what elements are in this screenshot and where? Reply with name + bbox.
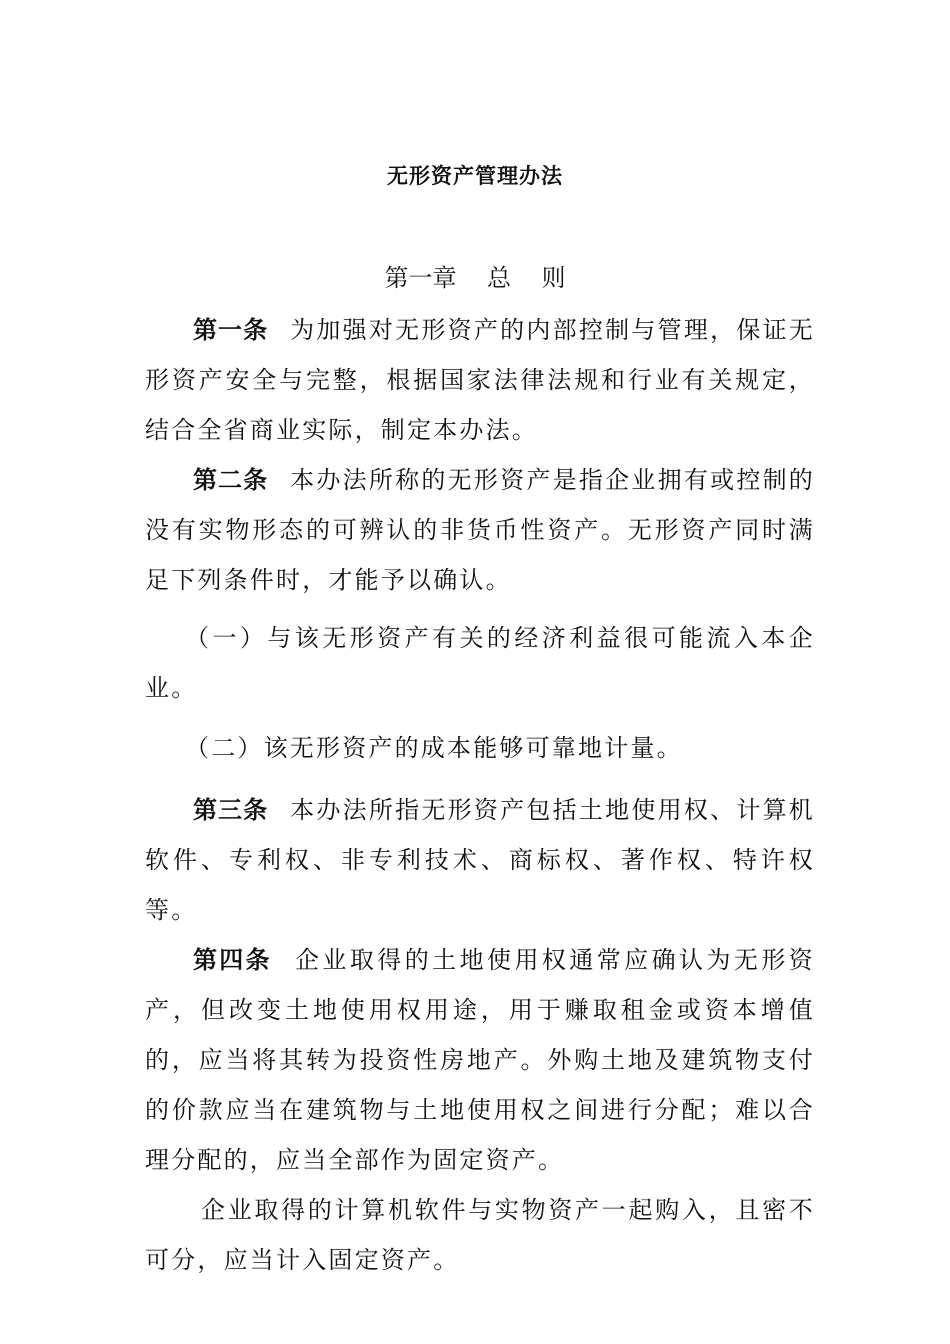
document-body	[145, 305, 815, 1285]
article-4-text: 企业取得的土地使用权通常应确认为无形资产，但改变土地使用权用途，用于赚取租金或资本增值的，应当将其转为投资性房地产。外购土地及建筑物支付的价款应当在建筑物与土地使用权之间进行分配；难以合理分配的，应当全部作为固定资产。	[145, 946, 815, 1174]
document-title: 无形资产管理办法	[387, 163, 563, 188]
condition-item-2: （二）该无形资产的成本能够可靠地计量。	[185, 734, 683, 762]
article-4	[145, 935, 815, 1185]
condition-item-1: （一）与该无形资产有关的经济利益很可能流入本企业。	[145, 624, 815, 702]
article-1-label: 第一条	[193, 315, 269, 344]
article-2-text: 本办法所称的无形资产是指企业拥有或控制的没有实物形态的可辨认的非货币性资产。无形资产同时满足下列条件时，才能予以确认。	[145, 466, 816, 594]
article-1	[145, 305, 815, 455]
article-1-text: 为加强对无形资产的内部控制与管理，保证无形资产安全与完整，根据国家法律法规和行业有关规定，结合全省商业实际，制定本办法。	[145, 316, 816, 444]
article-3	[145, 785, 815, 935]
article-2-label: 第二条	[193, 465, 269, 494]
article-3-text: 本办法所指无形资产包括土地使用权、计算机软件、专利权、非专利技术、商标权、著作权、特许权等。	[145, 796, 816, 924]
chapter-heading: 第一章 总 则	[384, 264, 566, 292]
article-3-label: 第三条	[193, 795, 269, 824]
article-4-label: 第四条	[193, 945, 272, 974]
closing-paragraph: 企业取得的计算机软件与实物资产一起购入，且密不可分，应当计入固定资产。	[145, 1196, 815, 1274]
article-2	[145, 455, 815, 605]
